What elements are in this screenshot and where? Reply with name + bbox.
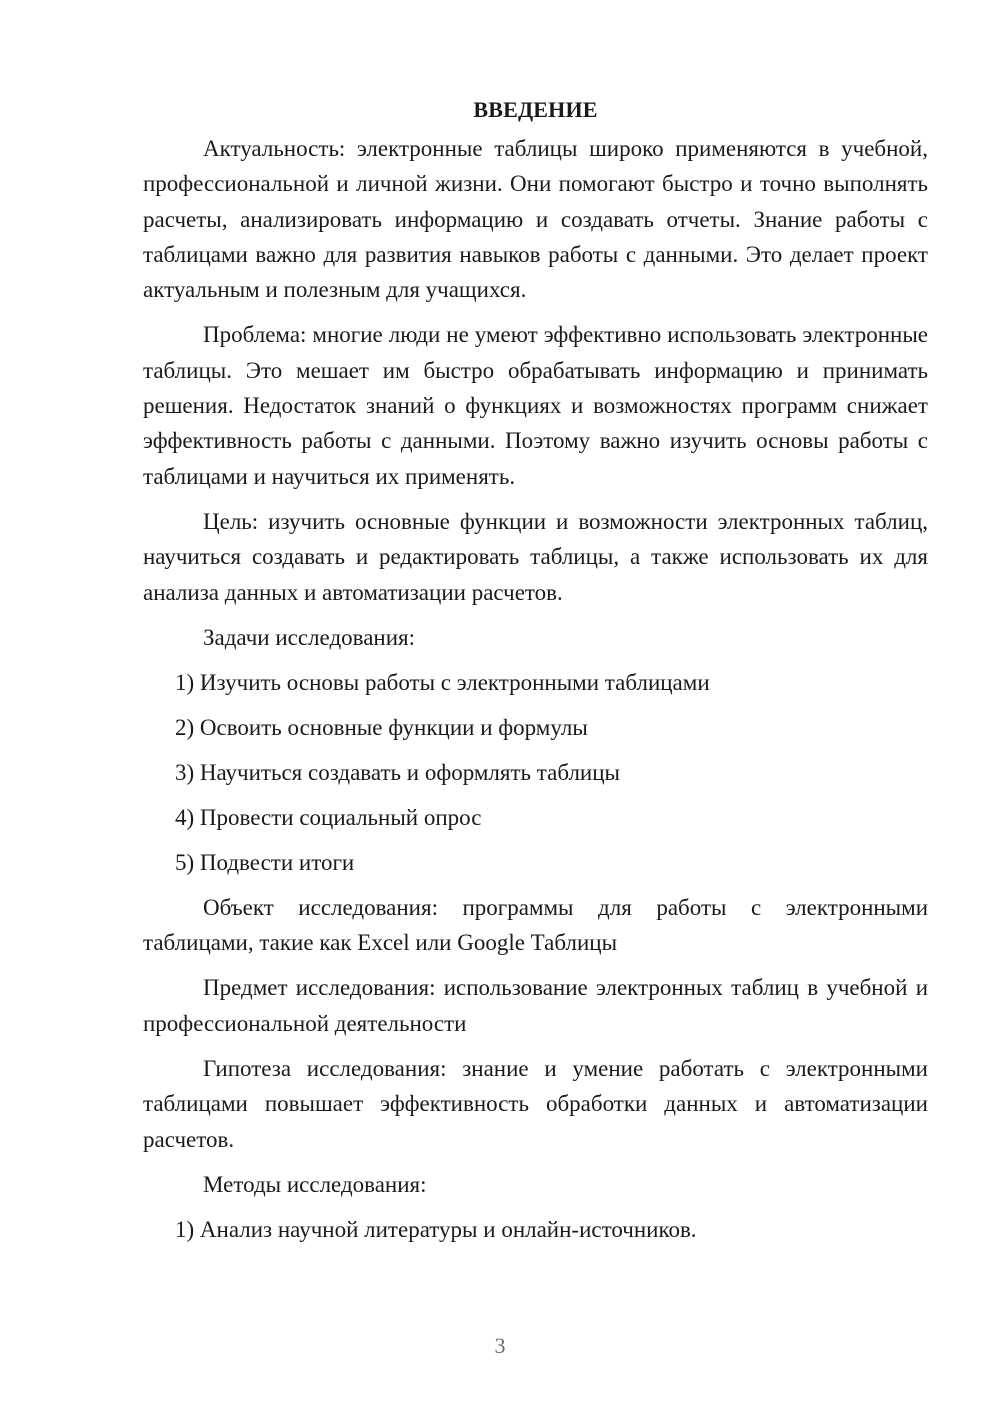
list-item: 1) Анализ научной литературы и онлайн-источников.: [175, 1216, 697, 1242]
page-number: 3: [494, 1333, 506, 1358]
object-paragraph: Объект исследования: программы для работы с электронными таблицами, такие как Excel или Google Таблицы: [143, 894, 928, 956]
subject-paragraph: Предмет исследования: использование электронных таблиц в учебной и профессиональной деятельности: [143, 975, 928, 1036]
relevance-paragraph: Актуальность: электронные таблицы широко применяются в учебной, профессиональной и личной жизни. Они помогают быстро и точно выполнять расчеты, анализировать информацию и создавать отчеты. Знание работы с таблицами важно для развития навыков работы с данными. Это делает проект актуальным и полезным для учащихся.: [143, 136, 928, 303]
hypothesis-paragraph: Гипотеза исследования: знание и умение работать с электронными таблицами повышает эффективность обработки данных и автоматизации расчетов.: [143, 1056, 928, 1152]
tasks-title: Задачи исследования:: [203, 624, 416, 650]
list-item: 4) Провести социальный опрос: [175, 804, 482, 830]
methods-title: Методы исследования:: [203, 1171, 427, 1197]
tasks-list: [143, 665, 928, 880]
list-item: 2) Освоить основные функции и формулы: [175, 714, 588, 740]
list-item: 1) Изучить основы работы с электронными таблицами: [175, 669, 710, 695]
problem-paragraph: Проблема: многие люди не умеют эффективно использовать электронные таблицы. Это мешает им быстро обрабатывать информацию и принимать решения. Недостаток знаний о функциях и возможностях программ снижает эффективность работы с данными. Поэтому важно изучить основы работы с таблицами и научиться их применять.: [143, 322, 928, 489]
goal-paragraph: Цель: изучить основные функции и возможности электронных таблиц, научиться создавать и редактировать таблицы, а также использовать их для анализа данных и автоматизации расчетов.: [143, 508, 928, 605]
list-item: 5) Подвести итоги: [175, 849, 355, 875]
document-page: [143, 92, 928, 1257]
page-title: ВВЕДЕНИЕ: [473, 97, 598, 122]
list-item: 3) Научиться создавать и оформлять таблицы: [175, 759, 620, 785]
methods-list: [143, 1212, 928, 1247]
